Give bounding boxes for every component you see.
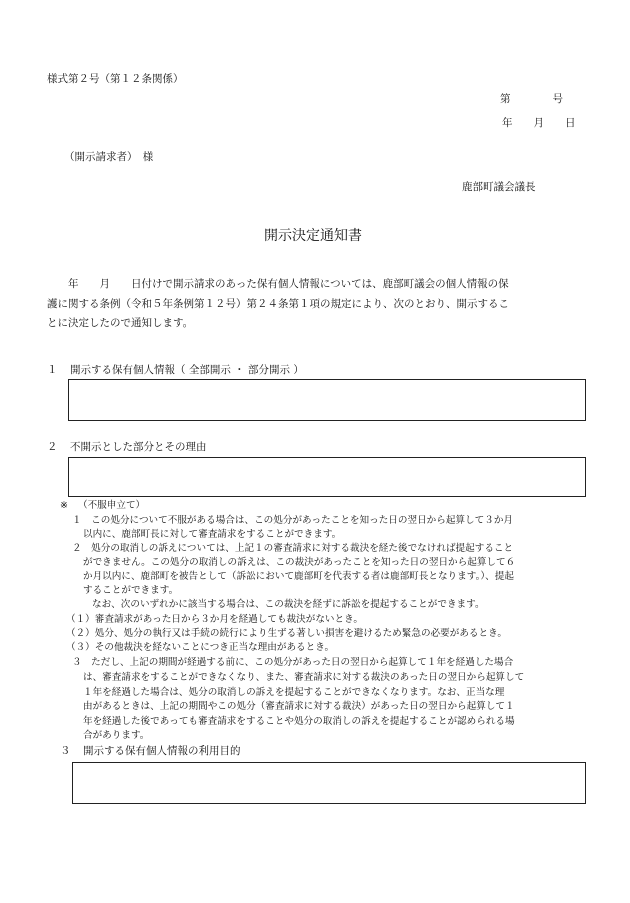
note-line: ができません。この処分の取消しの訴えは、この裁決があったことを知った日の翌日から起算して６ [83,557,516,568]
note-line: （２）処分、処分の執行又は手続の続行により生ずる著しい損害を避けるため緊急の必要があるとき。 [66,628,507,639]
note-line: ２ 処分の取消しの訴えについては、上記１の審査請求に対する裁決を経た後でなければ提起すること [72,543,514,554]
note-mark: ※ [60,500,69,511]
note-line: 合があります。 [83,730,150,741]
section-2-number: ２ [47,441,58,453]
section-2-box [68,457,586,497]
body-line-1: 年 月 日付けで開示請求のあった保有個人情報については、鹿部町議会の個人情報の保 [47,278,509,290]
note-line: （３）その他裁決を経ないことにつき正当な理由があるとき。 [66,642,335,653]
note-line: ３ ただし、上記の期間が経過する前に、この処分があった日の翌日から起算して１年を経過した場合 [72,657,514,668]
body-line-2: 護に関する条例（令和５年条例第１２号）第２４条第１項の規定により、次のとおり、開示するこ [47,298,509,310]
section-3-number: ３ [60,745,71,757]
section-1-label: 開示する保有個人情報（ 全部開示 ・ 部分開示 ） [70,364,304,376]
requester-name: （開示請求者） 様 [64,151,154,163]
section-3-box [72,762,586,804]
document-number: 第 号 [500,93,563,105]
note-line: （１）審査請求があった日から３か月を経過しても裁決がないとき。 [66,614,363,625]
section-3-label: 開示する保有個人情報の利用目的 [83,745,241,757]
note-line: 以内に、鹿部町長に対して審査請求をすることができます。 [83,529,342,540]
section-2-label: 不開示とした部分とその理由 [70,441,207,453]
issue-date: 年 月 日 [502,117,576,129]
note-line: なお、次のいずれかに該当する場合は、この裁決を経ずに訴訟を提起することができます。 [92,599,485,610]
section-1-number: １ [47,364,58,376]
body-line-3: とに決定したので通知します。 [47,317,194,329]
issuer-name: 鹿部町議会議長 [462,181,536,193]
note-line: 由があるときは、上記の期間やこの処分（審査請求に対する裁決）があった日の翌日から起算して１ [83,701,515,712]
document-title: 開示決定通知書 [264,228,362,244]
note-line: は、審査請求をすることができなくなり、また、審査請求に対する裁決のあった日の翌日から起算して [83,672,525,683]
note-line: することができます。 [83,585,179,596]
notes-heading: （不服申立て） [78,500,146,511]
note-line: １ この処分について不服がある場合は、この処分があったことを知った日の翌日から起算して３か月 [72,515,514,526]
note-line: 年を経過した後であっても審査請求をすることや処分の取消しの訴えを提起することが認められる場 [83,716,515,727]
form-label: 様式第２号（第１２条関係） [47,73,184,85]
note-line: か月以内に、鹿部町を被告として（訴訟において鹿部町を代表する者は鹿部町長となります。）、提起 [83,571,514,582]
note-line: １年を経過した場合は、処分の取消しの訴えを提起することができなくなります。なお、正当な理 [83,687,505,698]
section-1-box [68,379,586,421]
